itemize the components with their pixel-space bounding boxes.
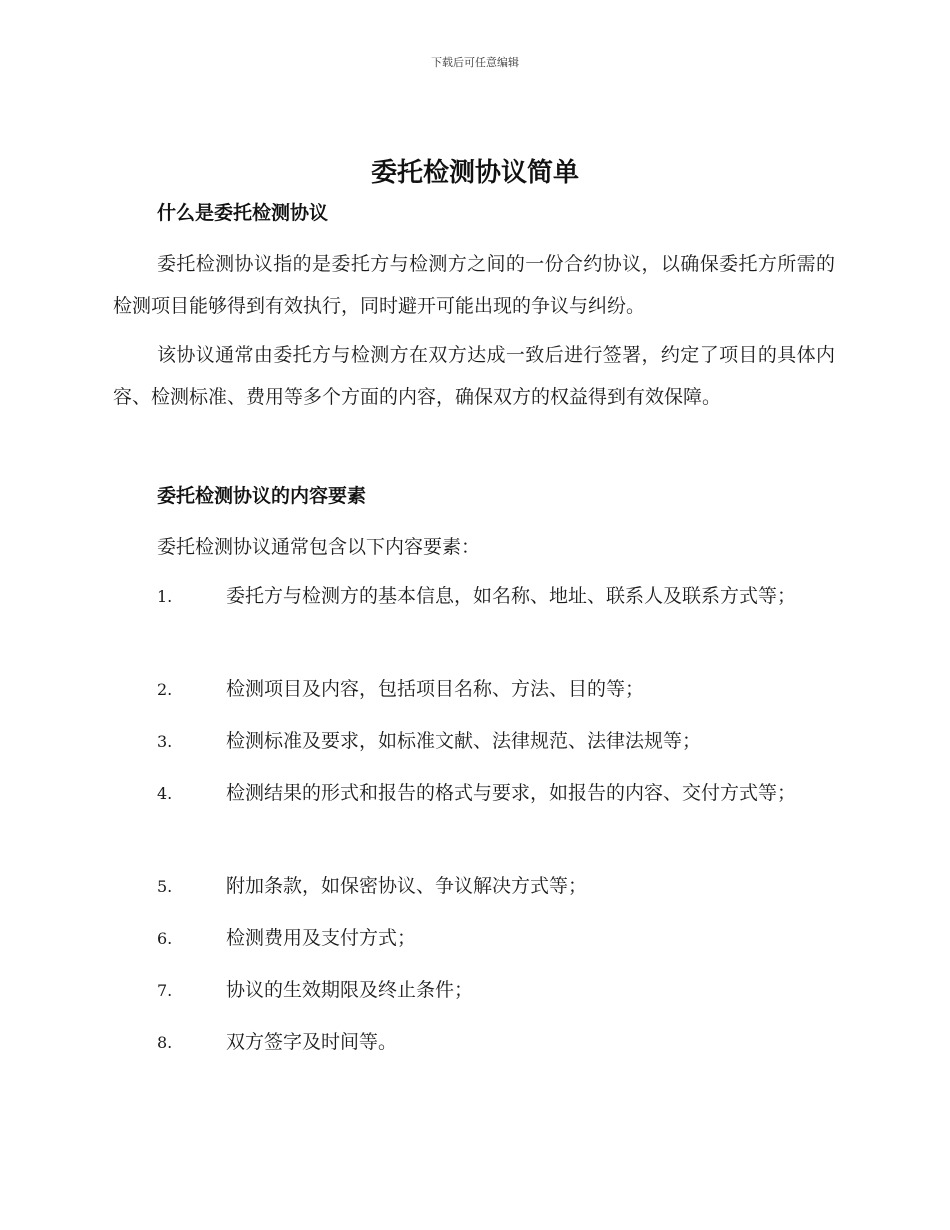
list-item-number: 5.	[157, 877, 173, 896]
list-item-text: 附加条款，如保密协议、争议解决方式等；	[226, 875, 588, 897]
list-item	[113, 575, 835, 618]
list-item-number: 7.	[157, 981, 173, 1000]
list-item-text: 检测项目及内容，包括项目名称、方法、目的等；	[226, 678, 645, 700]
list-item	[113, 668, 835, 711]
list-intro: 委托检测协议通常包含以下内容要素：	[157, 536, 481, 558]
list-item-text: 双方签字及时间等。	[226, 1031, 398, 1053]
paragraph-signing: 该协议通常由委托方与检测方在双方达成一致后进行签署，约定了项目的具体内容、检测标准、费用等多个方面的内容，确保双方的权益得到有效保障。	[113, 344, 835, 408]
list-item	[113, 865, 835, 908]
list-item-number: 3.	[157, 732, 173, 751]
header-note: 下载后可任意编辑	[431, 56, 519, 69]
list-item	[113, 772, 835, 815]
list-item-text: 检测标准及要求，如标准文献、法律规范、法律法规等；	[226, 730, 702, 752]
document-title: 委托检测协议简单	[370, 158, 579, 188]
list-item-number: 1.	[157, 587, 173, 606]
list-item	[113, 1021, 835, 1064]
list-item-number: 6.	[157, 929, 173, 948]
list-item-text: 检测费用及支付方式；	[226, 927, 417, 949]
paragraph-definition: 委托检测协议指的是委托方与检测方之间的一份合约协议，以确保委托方所需的检测项目能够得到有效执行，同时避开可能出现的争议与纠纷。	[113, 253, 835, 317]
list-item-text: 协议的生效期限及终止条件；	[226, 979, 474, 1001]
list-item-text: 委托方与检测方的基本信息，如名称、地址、联系人及联系方式等；	[226, 585, 797, 607]
list-item	[113, 969, 835, 1012]
section-heading-what-is: 什么是委托检测协议	[157, 202, 329, 224]
list-item	[113, 720, 835, 763]
list-item-number: 4.	[157, 784, 173, 803]
list-item-text: 检测结果的形式和报告的格式与要求，如报告的内容、交付方式等；	[226, 782, 797, 804]
list-item-number: 2.	[157, 680, 173, 699]
section-heading-elements: 委托检测协议的内容要素	[157, 485, 367, 507]
list-item-number: 8.	[157, 1033, 173, 1052]
list-item	[113, 917, 835, 960]
